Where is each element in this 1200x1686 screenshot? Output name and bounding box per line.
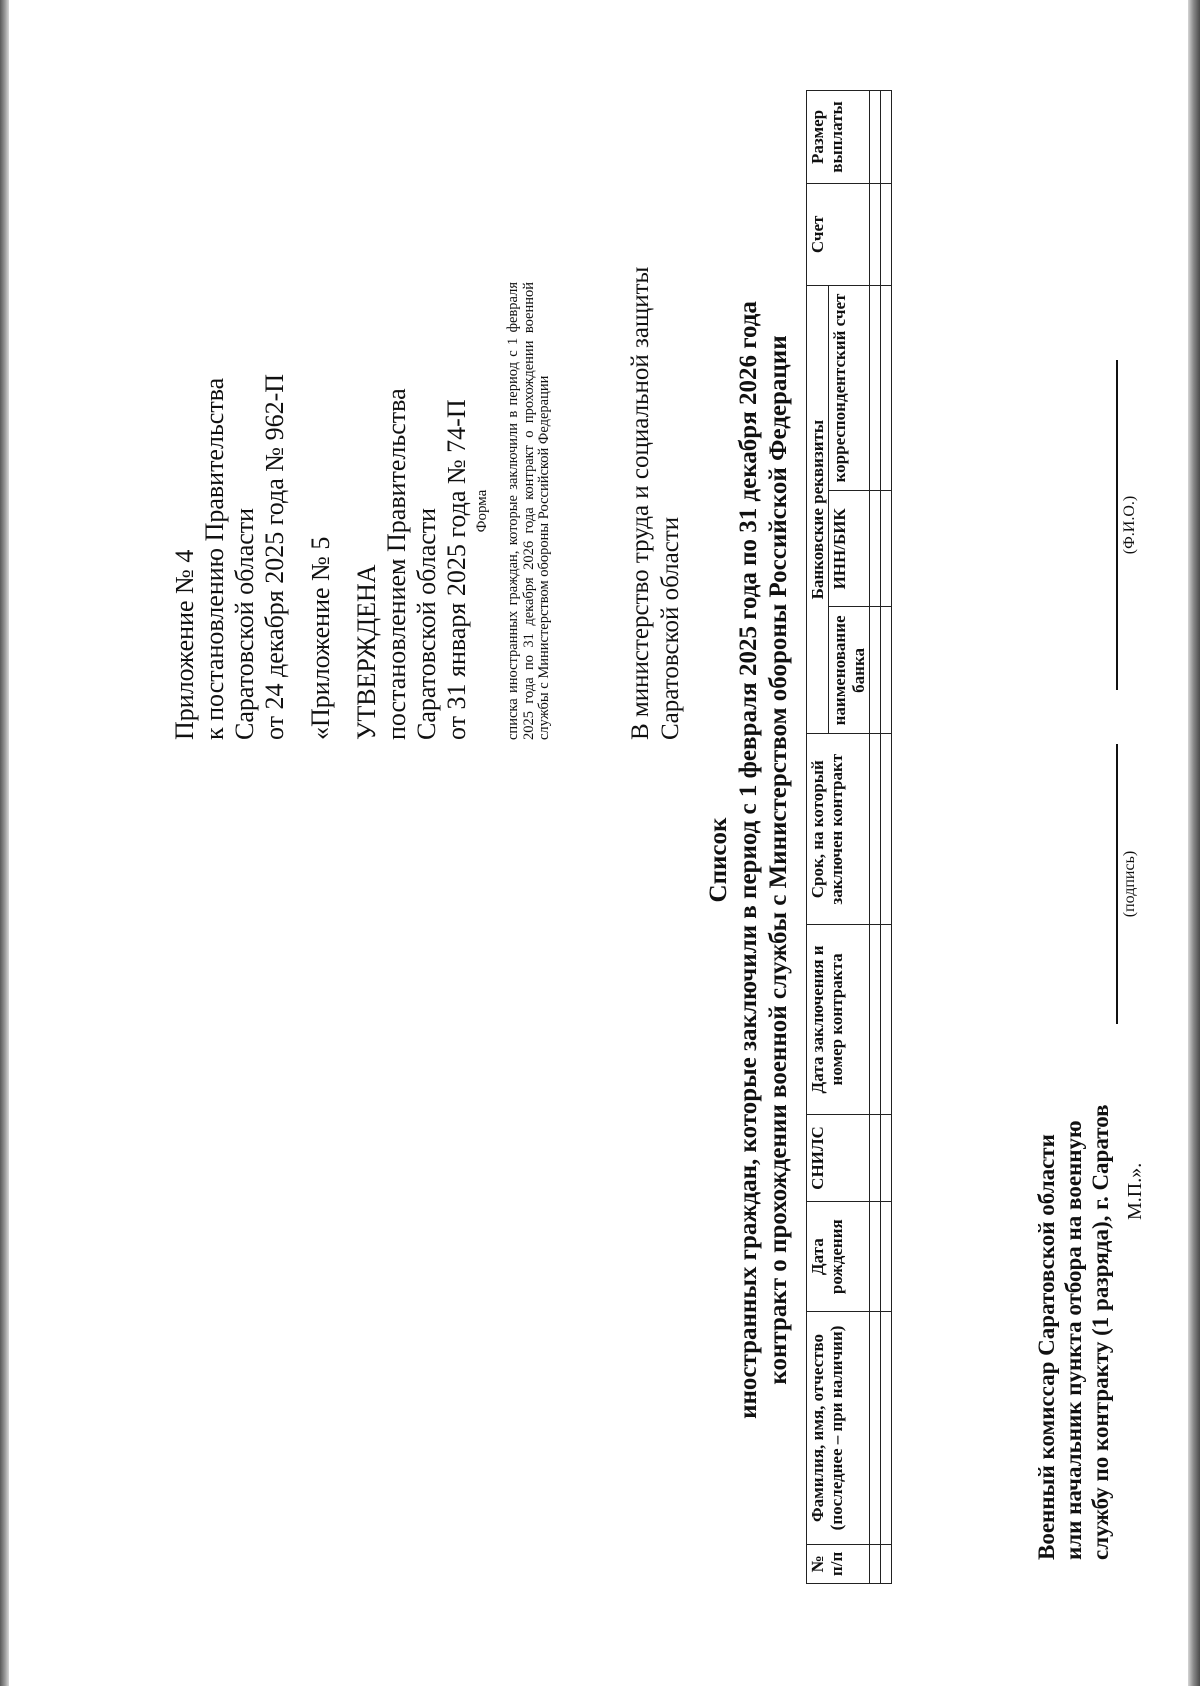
old-appendix-number: «Приложение № 5 [306,536,335,740]
approved-line-4: от 31 января 2025 года № 74-П [442,399,471,740]
form-label: Форма [474,489,490,533]
addressee-line-1: В министерство труда и социальной защиты [627,266,654,740]
scan-edge-left [0,0,9,1686]
commissar-line-3: службу по контракту (1 разряда), г. Саратов [1088,1104,1113,1560]
registry-table [806,90,892,1584]
approved-line-2: постановлением Правительства [382,388,411,740]
approved-line-3: Саратовской области [412,507,441,740]
scan-edge-right [1188,0,1200,1686]
appendix-number: Приложение № 4 [170,549,199,740]
table-row [881,91,892,1584]
col-header-contract-term: Срок, на который заключен контракт [807,734,870,925]
col-header-birth-date: Дата рождения [807,1202,870,1312]
addressee [626,180,686,740]
col-header-corr-account: корреспондентский счет [829,285,870,490]
form-description: списка иностранных граждан, которые заключили в период с 1 февраля 2025 года по 31 декабря 2026 года контракт о прохождении военной службы с Министерством обороны Российской Федерации [505,282,552,740]
col-header-fio: Фамилия, имя, отчество (последнее – при наличии) [807,1312,870,1545]
col-header-account: Счет [807,183,870,285]
approved-line-1: УТВЕРЖДЕНА [352,564,381,740]
name-line [1116,360,1118,690]
approved-block [352,180,472,740]
appendix-line-2: Саратовской области [230,507,259,740]
table-row [870,91,881,1584]
list-title-line-2: контракт о прохождении военной службы с Министерством обороны Российской Федерации [765,335,792,1385]
list-title [704,160,794,1560]
name-caption: (Ф.И.О.) [1121,495,1138,555]
signature-line [1116,744,1118,1024]
stamp-place: М.П.». [1124,1162,1146,1220]
col-header-number: № п/п [807,1544,870,1583]
commissar-line-2: или начальник пункта отбора на военную [1061,1120,1086,1560]
appendix-header [170,180,290,740]
list-title-line-1: иностранных граждан, которые заключили в период с 1 февраля 2025 года по 31 декабря 2026 года [735,301,762,1419]
commissar-title [1033,940,1114,1560]
col-header-payment-amount: Размер выплаты [807,91,870,184]
appendix-line-1: к постановлению Правительства [200,377,229,740]
list-title-word: Список [705,817,732,903]
col-header-bank-name: наименование банка [829,607,870,734]
rotated-document-page [136,101,1146,1600]
signature-caption: (подпись) [1121,850,1138,918]
col-header-snils: СНИЛС [807,1114,870,1202]
col-header-inn-bik: ИНН/БИК [829,491,870,607]
appendix-line-3: от 24 декабря 2025 года № 962-П [260,373,289,740]
table-header-row [807,91,829,1584]
commissar-line-1: Военный комиссар Саратовской области [1034,1134,1059,1560]
addressee-line-2: Саратовской области [657,516,684,740]
col-header-contract-date: Дата заключения и номер контракта [807,925,870,1115]
col-header-bank-details: Банковские реквизиты [807,285,829,733]
